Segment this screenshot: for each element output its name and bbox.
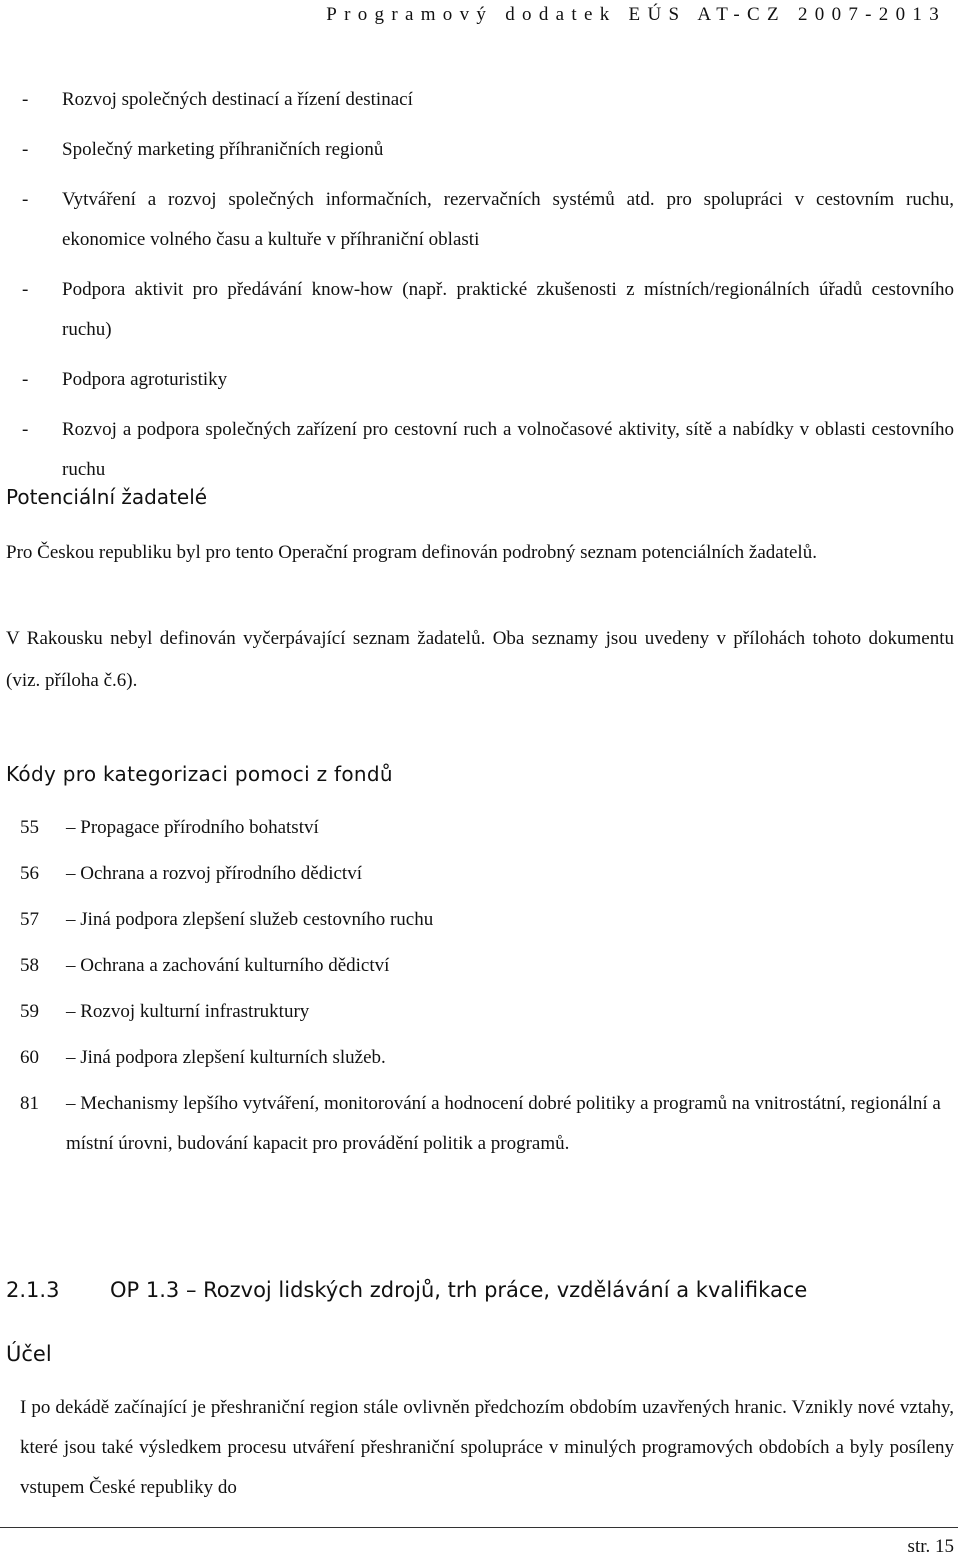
bullet-text: Podpora aktivit pro předávání know-how (např. praktické zkušenosti z místních/regionálních úřadů cestovního ruchu): [62, 279, 954, 340]
code-number: 59: [20, 1001, 39, 1022]
page-number: str. 15: [907, 1536, 954, 1557]
bullet-text: Podpora agroturistiky: [62, 369, 228, 390]
applicants-heading: Potenciální žadatelé: [6, 485, 208, 509]
list-item: [22, 80, 954, 120]
section-title: OP 1.3 – Rozvoj lidských zdrojů, trh práce, vzdělávání a kvalifikace: [110, 1278, 808, 1302]
bullet-dash: -: [22, 139, 29, 160]
document-header: Programový dodatek EÚS AT-CZ 2007-2013: [326, 4, 946, 25]
codes-heading: Kódy pro kategorizaci pomoci z fondů: [6, 762, 393, 786]
applicants-paragraph-at: V Rakousku nebyl definován vyčerpávající seznam žadatelů. Oba seznamy jsou uvedeny v přílohách tohoto dokumentu (viz. příloha č.6).: [6, 628, 954, 691]
list-item: [22, 270, 954, 350]
bullet-list: [22, 80, 954, 500]
purpose-paragraph: I po dekádě začínající je přeshraniční region stále ovlivněn předchozím obdobím uzavřených hranic. Vznikly nové vztahy, které jsou také výsledkem procesu utváření přeshraniční spolupráce v minulých programových obdobích a byly posíleny vstupem České republiky do: [20, 1397, 954, 1498]
code-text: – Ochrana a zachování kulturního dědictví: [66, 955, 390, 976]
code-text: – Propagace přírodního bohatství: [66, 817, 319, 838]
purpose-heading: Účel: [6, 1342, 52, 1366]
bullet-text: Rozvoj a podpora společných zařízení pro cestovní ruch a volnočasové aktivity, sítě a nabídky v oblasti cestovního ruchu: [62, 419, 954, 480]
code-number: 58: [20, 955, 39, 976]
applicants-paragraph-cz: Pro Českou republiku byl pro tento Operační program definován podrobný seznam potenciálních žadatelů.: [6, 542, 817, 563]
bullet-text: Vytváření a rozvoj společných informačních, rezervačních systémů atd. pro spolupráci v cestovním ruchu, ekonomice volného času a kultuře v příhraniční oblasti: [62, 189, 954, 250]
code-text: – Rozvoj kulturní infrastruktury: [66, 1001, 310, 1022]
bullet-dash: -: [22, 369, 29, 390]
code-number: 60: [20, 1047, 39, 1068]
bullet-text: Rozvoj společných destinací a řízení destinací: [62, 89, 413, 110]
list-item: [20, 992, 955, 1032]
list-item: [20, 1038, 955, 1078]
code-text: – Mechanismy lepšího vytváření, monitorování a hodnocení dobré politiky a programů na vnitrostátní, regionální a místní úrovni, budování kapacit pro provádění politik a programů.: [66, 1093, 941, 1154]
list-item: [22, 410, 954, 490]
code-number: 56: [20, 863, 39, 884]
bullet-dash: -: [22, 419, 29, 440]
code-text: – Jiná podpora zlepšení služeb cestovního ruchu: [66, 909, 434, 930]
footer-divider: [0, 1527, 958, 1528]
code-number: 81: [20, 1093, 39, 1114]
codes-list: [20, 808, 955, 1170]
list-item: [20, 946, 955, 986]
code-number: 57: [20, 909, 39, 930]
list-item: [22, 360, 954, 400]
code-text: – Jiná podpora zlepšení kulturních služeb.: [66, 1047, 386, 1068]
bullet-text: Společný marketing příhraničních regionů: [62, 139, 384, 160]
code-number: 55: [20, 817, 39, 838]
list-item: [20, 900, 955, 940]
section-heading-op13: [6, 1278, 807, 1302]
list-item: [22, 130, 954, 170]
code-text: – Ochrana a rozvoj přírodního dědictví: [66, 863, 362, 884]
list-item: [22, 180, 954, 260]
bullet-dash: -: [22, 89, 29, 110]
bullet-dash: -: [22, 279, 29, 300]
list-item: [20, 1084, 955, 1164]
bullet-dash: -: [22, 189, 29, 210]
list-item: [20, 854, 955, 894]
section-number: 2.1.3: [6, 1278, 60, 1302]
list-item: [20, 808, 955, 848]
